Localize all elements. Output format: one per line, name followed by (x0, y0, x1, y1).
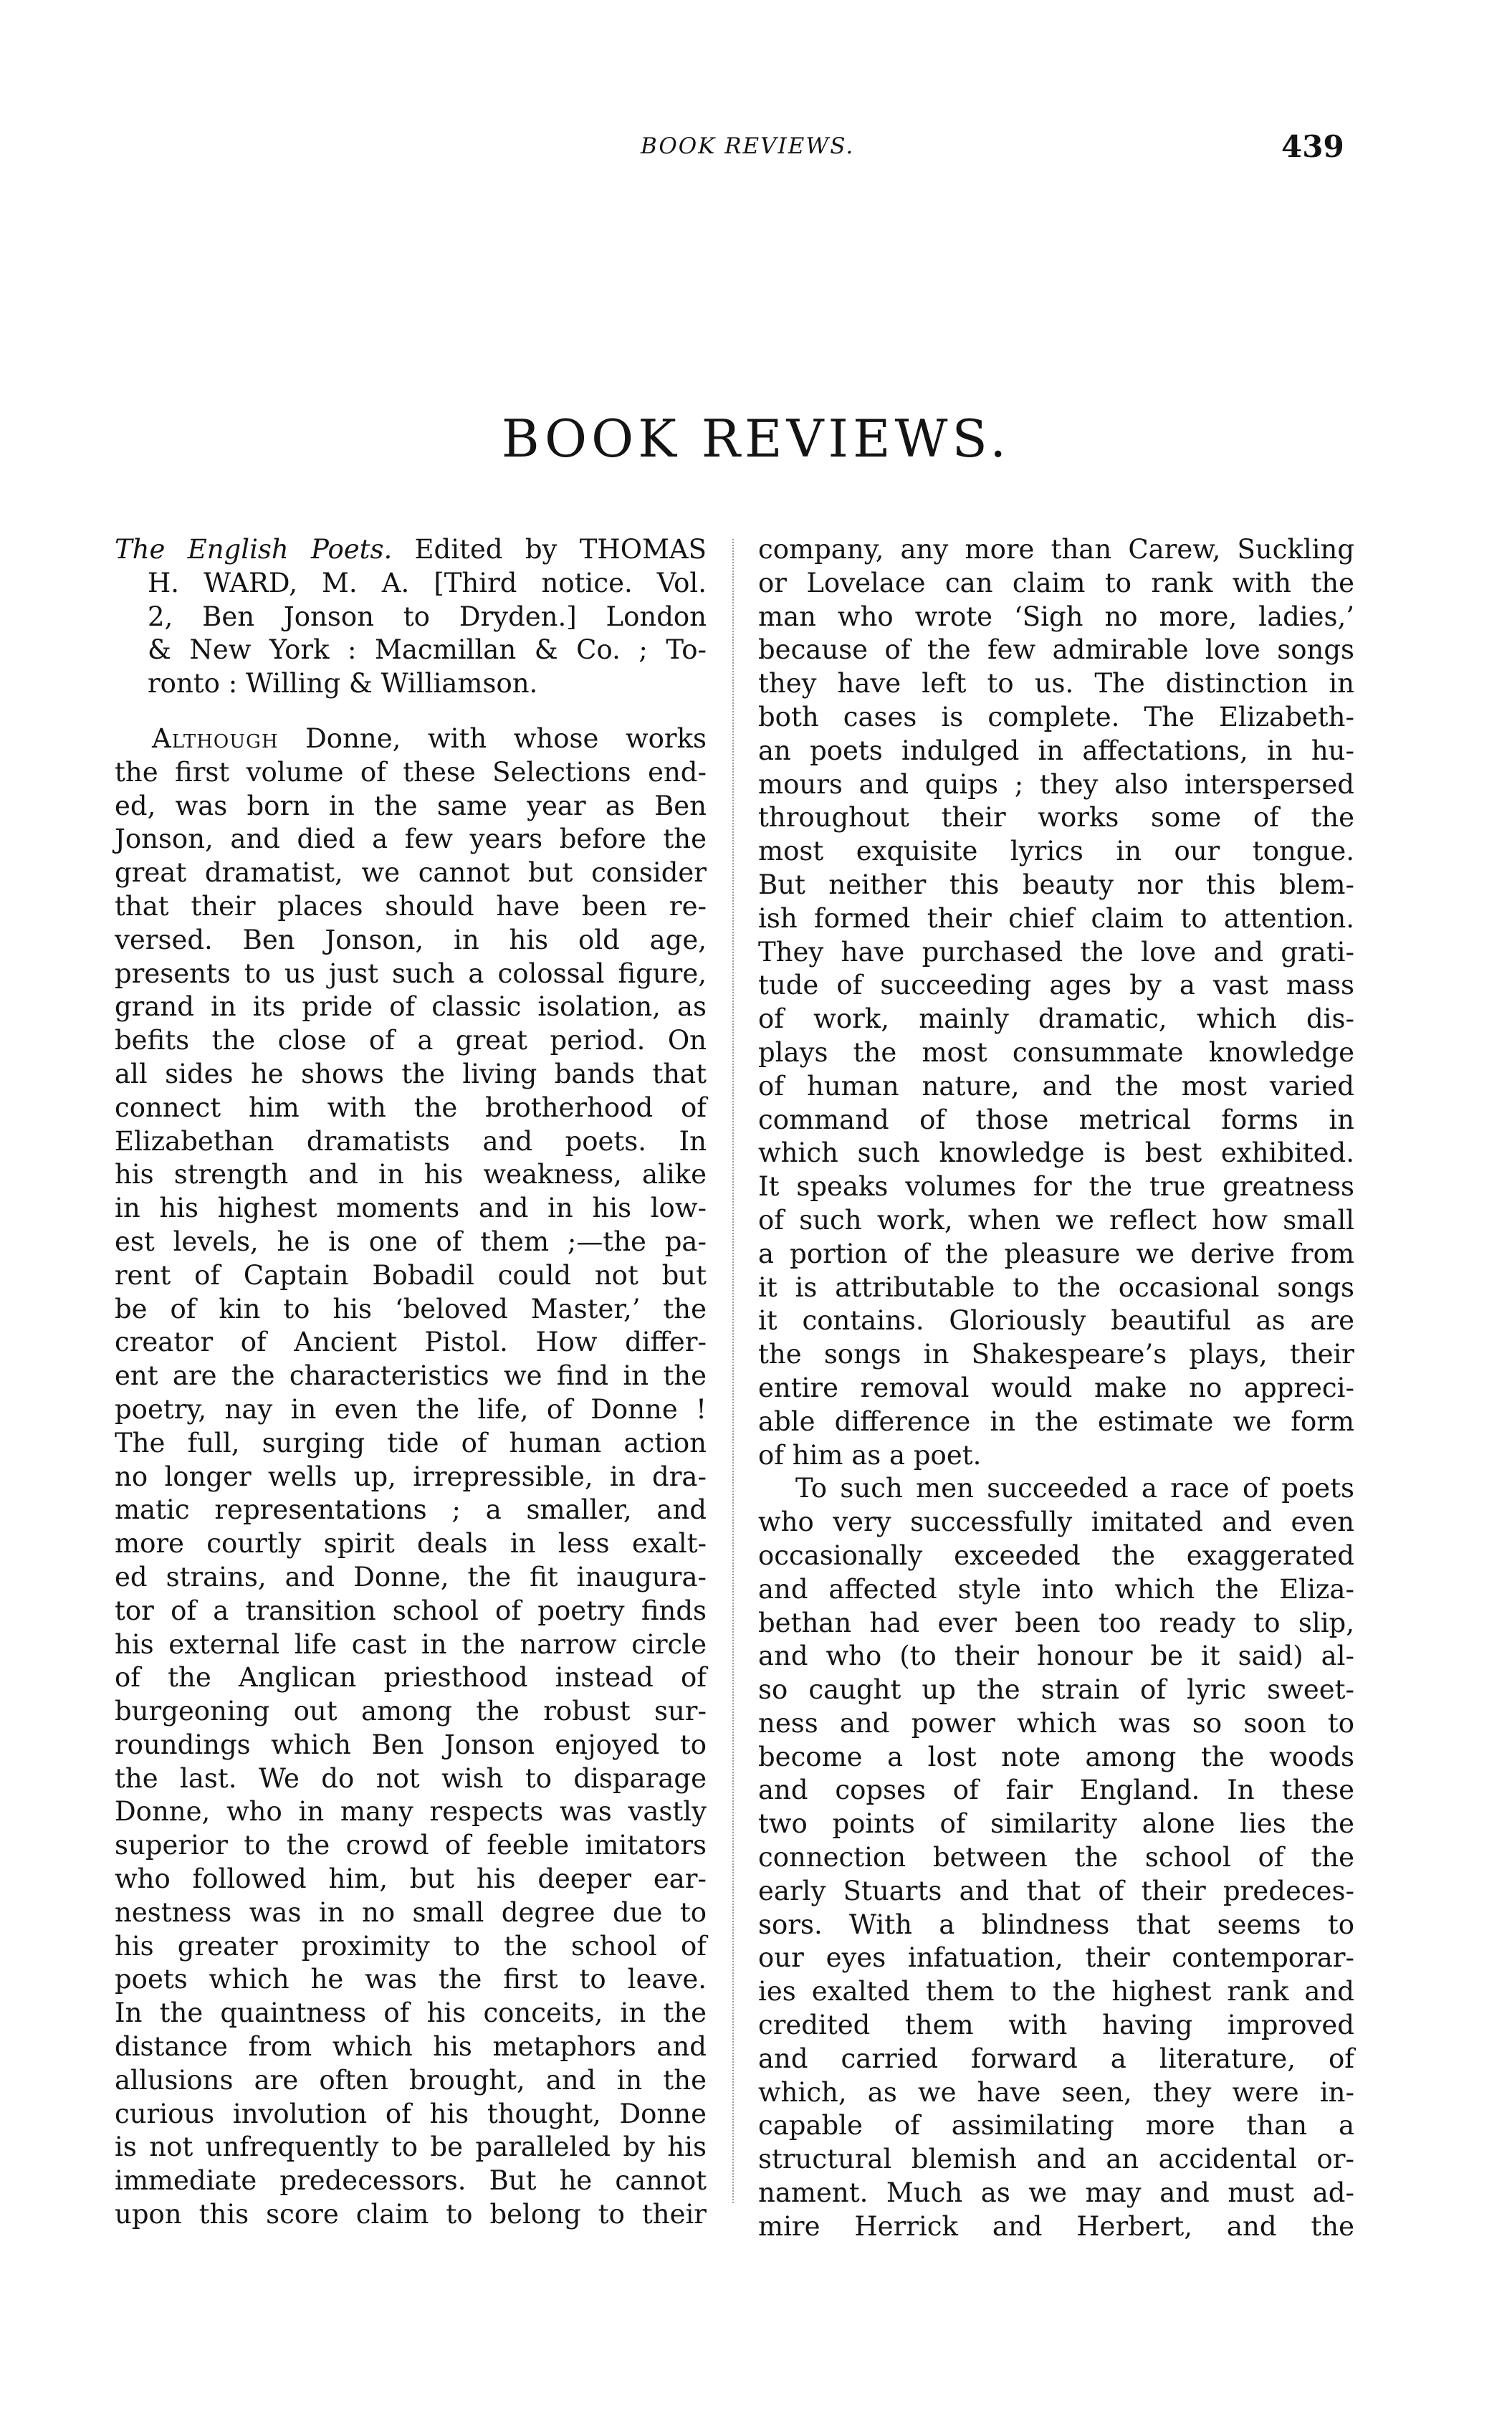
body-line: credited them with having improved (758, 2010, 1354, 2041)
body-line: plays the most consummate knowledge (758, 1036, 1354, 1068)
body-line: become a lost note among the woods (758, 1741, 1354, 1772)
running-head (0, 129, 1512, 176)
body-line: poetry, nay in even the life, of Donne ! (115, 1393, 707, 1425)
body-line: mire Herrick and Herbert, and the (758, 2210, 1354, 2242)
body-line: early Stuarts and that of their predeces- (758, 1875, 1354, 1906)
body-line: They have purchased the love and grati- (758, 936, 1354, 968)
body-line: mours and quips ; they also interspersed (758, 768, 1354, 800)
body-line: ed, was born in the same year as Ben (115, 790, 707, 821)
body-line: poets which he was the first to leave. (115, 1964, 707, 1995)
body-line: and affected style into which the Eliza- (758, 1573, 1354, 1605)
page-number: 439 (1281, 129, 1344, 164)
body-line: upon this score claim to belong to their (115, 2199, 707, 2230)
body-line: of him as a poet. (758, 1439, 982, 1471)
body-line: which, as we have seen, they were in- (758, 2076, 1354, 2108)
body-line: most exquisite lyrics in our tongue. (758, 836, 1354, 867)
body-line: no longer wells up, irrepressible, in dra- (115, 1461, 707, 1492)
body-line: be of kin to his ‘beloved Master,’ the (115, 1293, 707, 1324)
body-line: of the Anglican priesthood instead of (115, 1662, 707, 1694)
body-line: able difference in the estimate we form (758, 1405, 1354, 1437)
drop-word: Although (152, 722, 279, 754)
body-line: curious involution of his thought, Donne (115, 2098, 707, 2129)
body-line: ent are the characteristics we find in the (115, 1360, 707, 1392)
body-line: roundings which Ben Jonson enjoyed to (115, 1729, 707, 1760)
body-line: all sides he shows the living bands that (115, 1058, 707, 1089)
body-line: creator of Ancient Pistol. How differ- (115, 1327, 707, 1358)
body-line: allusions are often brought, and in the (115, 2064, 707, 2096)
body-line: structural blemish and an accidental or- (758, 2144, 1354, 2175)
citation-line: 2, Ben Jonson to Dryden.] London (148, 601, 707, 632)
body-line: distance from which his metaphors and (115, 2031, 707, 2063)
body-line: nestness was in no small degree due to (115, 1896, 707, 1928)
spacer (115, 701, 707, 722)
body-line: capable of assimilating more than a (758, 2110, 1354, 2142)
citation-line: ronto : Willing & Williamson. (148, 668, 538, 700)
body-line: the last. We do not wish to disparage (115, 1762, 707, 1794)
body-line: his external life cast in the narrow circle (115, 1628, 707, 1660)
body-line: superior to the crowd of feeble imitators (115, 1830, 707, 1861)
body-line: bethan had ever been too ready to slip, (758, 1607, 1354, 1638)
body-line: Donne, who in many respects was vastly (115, 1796, 707, 1828)
review-body-left (115, 722, 707, 2232)
review-citation (115, 533, 707, 701)
running-title: BOOK REVIEWS. (641, 133, 855, 159)
body-line: It speaks volumes for the true greatness (758, 1171, 1354, 1203)
body-line: burgeoning out among the robust sur- (115, 1696, 707, 1727)
page-title: BOOK REVIEWS. (501, 409, 1011, 469)
body-line: great dramatist, we cannot but consider (115, 857, 707, 889)
body-line: who very successfully imitated and even (758, 1507, 1354, 1538)
body-line: matic representations ; a smaller, and (115, 1494, 707, 1526)
body-line: the first volume of these Selections end- (115, 756, 707, 788)
body-line: ish formed their chief claim to attention. (758, 902, 1354, 934)
body-line: In the quaintness of his conceits, in the (115, 1997, 707, 2029)
body-line: the songs in Shakespeare’s plays, their (758, 1339, 1354, 1370)
body-line: throughout their works some of the (758, 802, 1354, 834)
body-line: or Lovelace can claim to rank with the (758, 567, 1354, 598)
body-line: occasionally exceeded the exaggerated (758, 1539, 1354, 1571)
right-column (758, 533, 1354, 2244)
body-line: because of the few admirable love songs (758, 634, 1354, 666)
review-paragraph (758, 1472, 1354, 2243)
body-line: ed strains, and Donne, the fit inaugura- (115, 1561, 707, 1593)
body-line: who followed him, but his deeper ear- (115, 1863, 707, 1895)
body-line: two points of similarity alone lies the (758, 1808, 1354, 1840)
body-line: our eyes infatuation, their contemporar- (758, 1942, 1354, 1974)
citation-line: & New York : Macmillan & Co. ; To- (148, 634, 707, 666)
body-line: Jonson, and died a few years before the (115, 823, 707, 855)
column-divider (732, 539, 734, 2203)
body-line: The full, surging tide of human action (115, 1427, 707, 1458)
body-line: tor of a transition school of poetry finds (115, 1595, 707, 1626)
body-line: of work, mainly dramatic, which dis- (758, 1003, 1354, 1035)
first-line-rest: Donne, with whose works (278, 722, 707, 754)
body-line: connection between the school of the (758, 1842, 1354, 1873)
body-line: entire removal would make no appreci- (758, 1372, 1354, 1403)
body-line: his strength and in his weakness, alike (115, 1159, 707, 1190)
citation-line: H. WARD, M. A. [Third notice. Vol. (148, 567, 707, 598)
body-line: of human nature, and the most varied (758, 1070, 1354, 1102)
body-line: and carried forward a literature, of (758, 2043, 1354, 2074)
body-line: an poets indulged in affectations, in hu- (758, 735, 1354, 766)
body-line: which such knowledge is best exhibited. (758, 1137, 1354, 1169)
body-line: Elizabethan dramatists and poets. In (115, 1125, 707, 1157)
body-line (115, 722, 707, 756)
body-line: that their places should have been re- (115, 890, 707, 922)
body-line: more courtly spirit deals in less exalt- (115, 1528, 707, 1560)
body-line: a portion of the pleasure we derive from (758, 1238, 1354, 1269)
review-paragraph (758, 533, 1354, 1472)
body-line: presents to us just such a colossal figure, (115, 958, 707, 989)
body-line: both cases is complete. The Elizabeth- (758, 701, 1354, 732)
body-line: they have left to us. The distinction in (758, 668, 1354, 700)
body-line: it contains. Gloriously beautiful as are (758, 1305, 1354, 1337)
body-line: man who wrote ‘Sigh no more, ladies,’ (758, 601, 1354, 632)
body-line: est levels, he is one of them ;—the pa- (115, 1226, 707, 1257)
body-line: and copses of fair England. In these (758, 1775, 1354, 1806)
left-column (115, 533, 707, 2232)
body-line: grand in its pride of classic isolation, as (115, 991, 707, 1023)
citation-line: The English Poets. Edited by THOMAS (115, 534, 707, 565)
body-line: To such men succeeded a race of poets (795, 1473, 1354, 1504)
body-line: ies exalted them to the highest rank and (758, 1976, 1354, 2007)
body-line: in his highest moments and in his low- (115, 1193, 707, 1224)
body-line: company, any more than Carew, Suckling (758, 534, 1354, 565)
body-line: command of those metrical forms in (758, 1104, 1354, 1135)
body-line: sors. With a blindness that seems to (758, 1909, 1354, 1940)
body-line: and who (to their honour be it said) al- (758, 1641, 1354, 1672)
body-line: immediate predecessors. But he cannot (115, 2165, 707, 2197)
body-line: ness and power which was so soon to (758, 1707, 1354, 1739)
body-line: tude of succeeding ages by a vast mass (758, 970, 1354, 1001)
body-line: his greater proximity to the school of (115, 1930, 707, 1962)
body-line: of such work, when we reflect how small (758, 1204, 1354, 1236)
body-line: is not unfrequently to be paralleled by his (115, 2131, 707, 2163)
body-line: befits the close of a great period. On (115, 1025, 707, 1056)
body-line: versed. Ben Jonson, in his old age, (115, 924, 707, 955)
body-line: But neither this beauty nor this blem- (758, 869, 1354, 900)
body-line: nament. Much as we may and must ad- (758, 2177, 1354, 2209)
body-line: rent of Captain Bobadil could not but (115, 1259, 707, 1291)
body-line: connect him with the brotherhood of (115, 1092, 707, 1123)
body-line: it is attributable to the occasional songs (758, 1271, 1354, 1303)
body-line: so caught up the strain of lyric sweet- (758, 1674, 1354, 1706)
